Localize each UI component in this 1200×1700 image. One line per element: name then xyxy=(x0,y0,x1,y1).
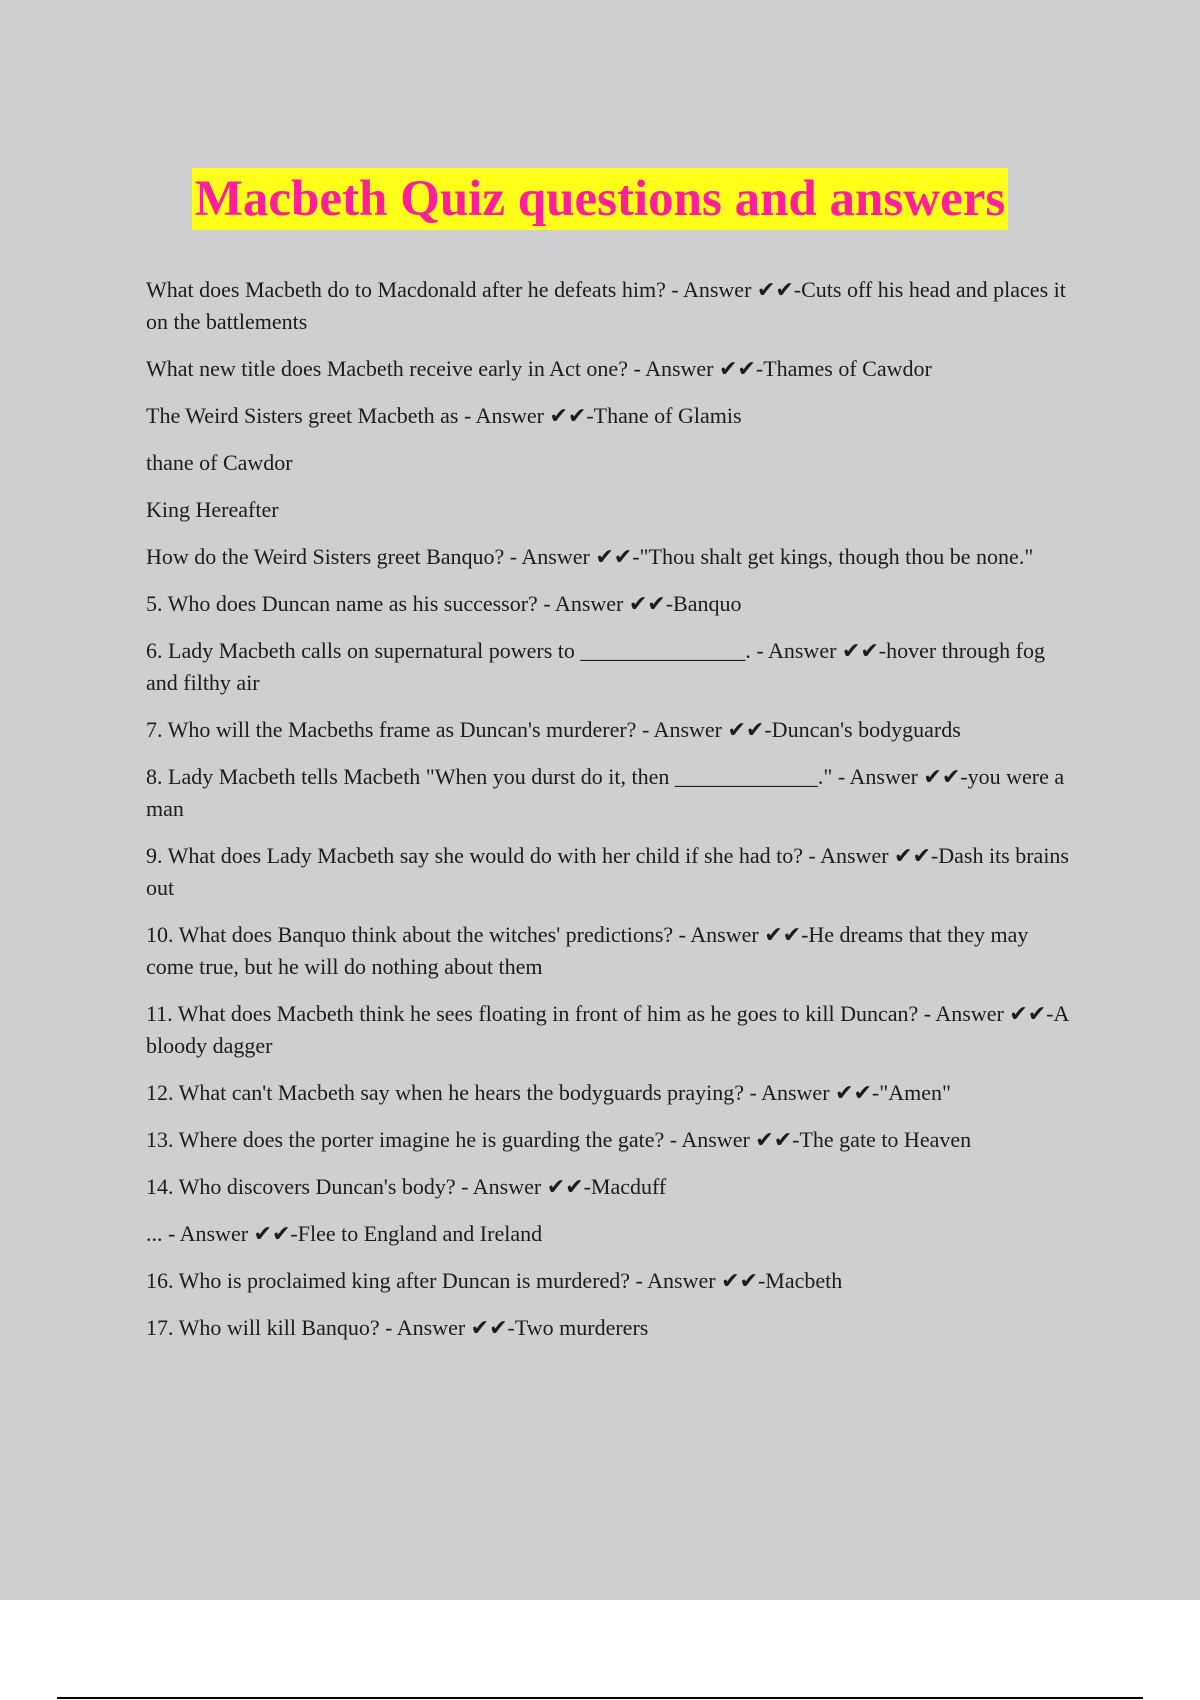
qa-item: 12. What can't Macbeth say when he hears the bodyguards praying? - Answer ✔✔-"Amen" xyxy=(146,1080,951,1105)
qa-item: thane of Cawdor xyxy=(146,450,293,475)
qa-item: 9. What does Lady Macbeth say she would do with her child if she had to? - Answer ✔✔-Dash its brains out xyxy=(146,843,1069,900)
qa-item: 10. What does Banquo think about the witches' predictions? - Answer ✔✔-He dreams that they may come true, but he will do nothing about them xyxy=(146,922,1029,979)
qa-item: ... - Answer ✔✔-Flee to England and Ireland xyxy=(146,1221,543,1246)
qa-item: 16. Who is proclaimed king after Duncan is murdered? - Answer ✔✔-Macbeth xyxy=(146,1268,843,1293)
document-title: Macbeth Quiz questions and answers xyxy=(192,168,1008,230)
question-answer-list xyxy=(146,274,1076,1359)
qa-item: 17. Who will kill Banquo? - Answer ✔✔-Two murderers xyxy=(146,1315,649,1340)
qa-item: What new title does Macbeth receive early in Act one? - Answer ✔✔-Thames of Cawdor xyxy=(146,356,932,381)
qa-item: 13. Where does the porter imagine he is guarding the gate? - Answer ✔✔-The gate to Heaven xyxy=(146,1127,972,1152)
qa-item: 11. What does Macbeth think he sees floating in front of him as he goes to kill Duncan? - Answer ✔✔-A bloody dagger xyxy=(146,1001,1069,1058)
bottom-divider xyxy=(57,1697,1143,1699)
qa-item: What does Macbeth do to Macdonald after he defeats him? - Answer ✔✔-Cuts off his head and places it on the battlements xyxy=(146,277,1066,334)
qa-item: 5. Who does Duncan name as his successor? - Answer ✔✔-Banquo xyxy=(146,591,742,616)
qa-item: 14. Who discovers Duncan's body? - Answer ✔✔-Macduff xyxy=(146,1174,667,1199)
title-container xyxy=(0,168,1200,230)
qa-item: King Hereafter xyxy=(146,497,279,522)
qa-item: 6. Lady Macbeth calls on supernatural powers to _______________. - Answer ✔✔-hover through fog and filthy air xyxy=(146,638,1045,695)
qa-item: The Weird Sisters greet Macbeth as - Answer ✔✔-Thane of Glamis xyxy=(146,403,742,428)
qa-item: How do the Weird Sisters greet Banquo? - Answer ✔✔-"Thou shalt get kings, though thou be none." xyxy=(146,544,1034,569)
qa-item: 7. Who will the Macbeths frame as Duncan's murderer? - Answer ✔✔-Duncan's bodyguards xyxy=(146,717,961,742)
qa-item: 8. Lady Macbeth tells Macbeth "When you durst do it, then _____________." - Answer ✔✔-you were a man xyxy=(146,764,1065,821)
